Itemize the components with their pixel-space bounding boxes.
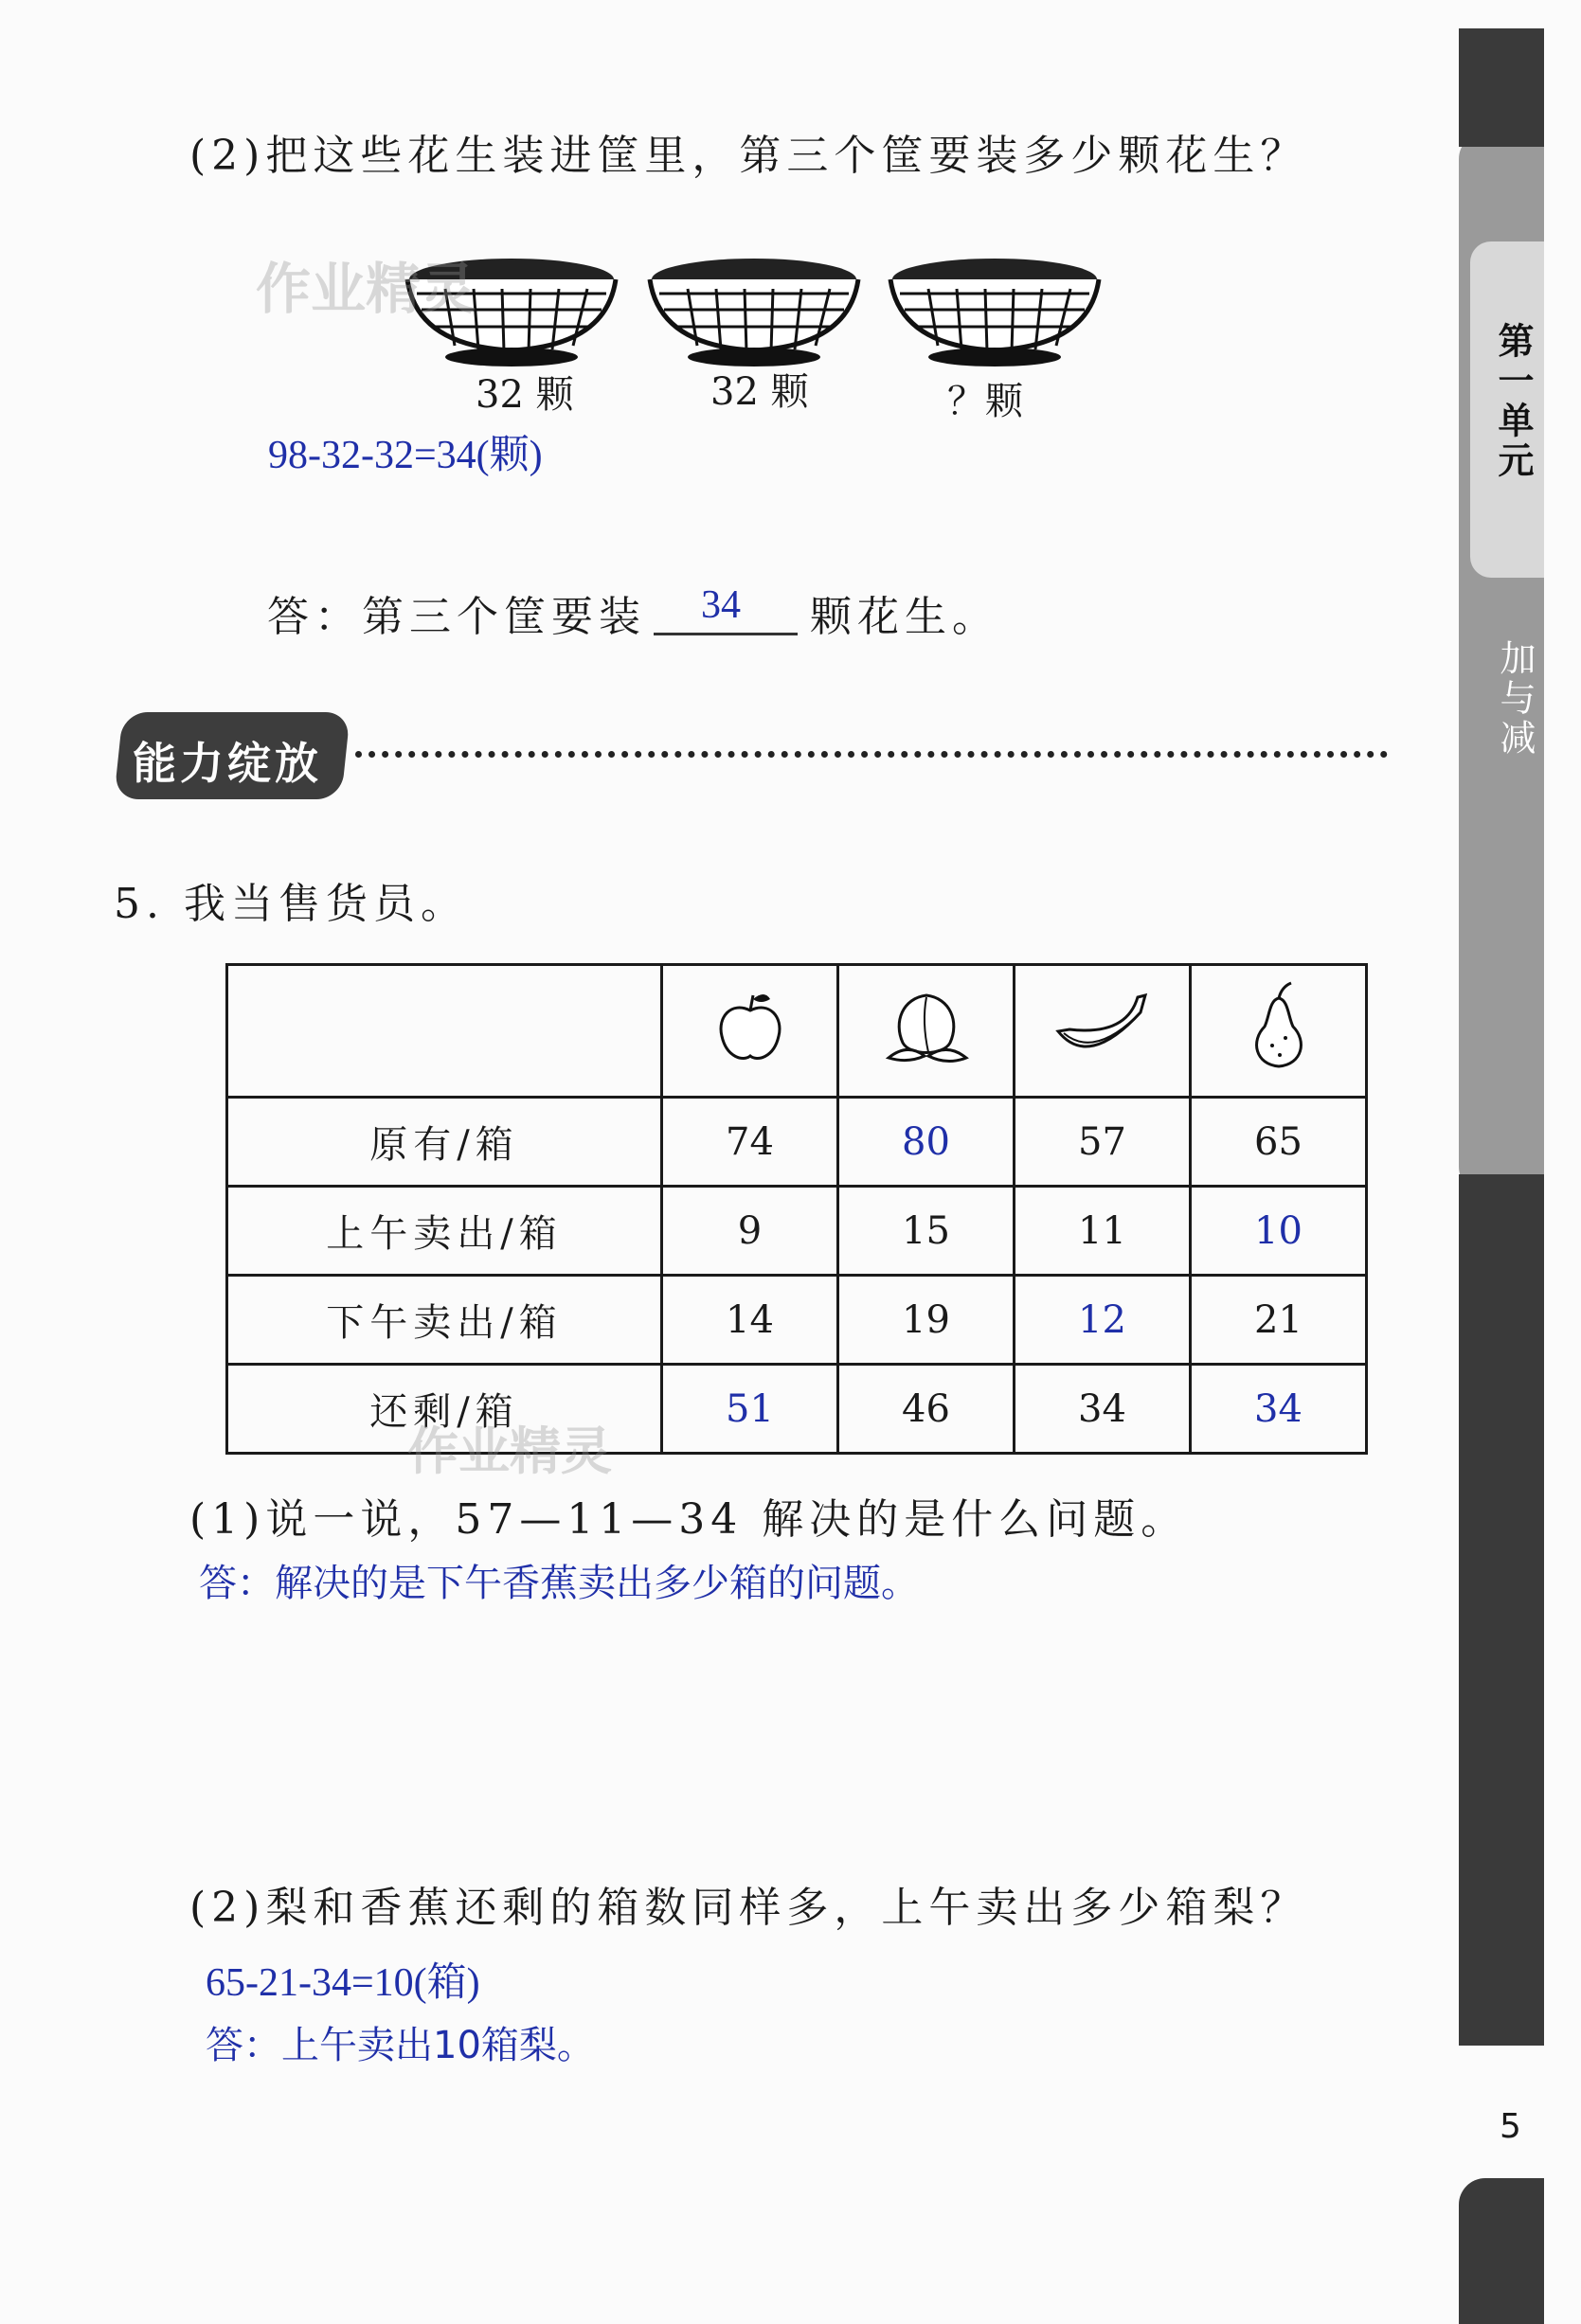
table-cell-filled: 12 bbox=[1015, 1276, 1191, 1365]
q2-answer-value: 34 bbox=[701, 583, 741, 627]
side-tab-unit: 第一单元 bbox=[1492, 322, 1534, 481]
q5-2-work: 65-21-34=10(箱) bbox=[206, 1961, 480, 2005]
dotted-divider bbox=[355, 751, 1388, 758]
table-cell: 19 bbox=[838, 1276, 1015, 1365]
basket-3-icon bbox=[881, 251, 1108, 374]
table-cell-filled: 34 bbox=[1191, 1365, 1367, 1454]
row-label: 原有/箱 bbox=[227, 1098, 662, 1187]
table-cell: 15 bbox=[838, 1187, 1015, 1276]
table-cell: 65 bbox=[1191, 1098, 1367, 1187]
row-label: 还剩/箱 bbox=[227, 1365, 662, 1454]
side-tab-top bbox=[1459, 28, 1544, 147]
table-cell: 21 bbox=[1191, 1276, 1367, 1365]
row-label: 上午卖出/箱 bbox=[227, 1187, 662, 1276]
page-number: 5 bbox=[1500, 2107, 1521, 2146]
q2-work: 98-32-32=34(颗) bbox=[268, 434, 543, 477]
table-cell: 57 bbox=[1015, 1098, 1191, 1187]
watermark-table: 作业精灵 bbox=[407, 1421, 612, 1481]
pear-icon bbox=[1191, 965, 1367, 1098]
q2-prompt: (2)把这些花生装进筐里，第三个筐要装多少颗花生？ bbox=[189, 132, 1308, 180]
q5-1-prompt: (1)说一说，57—11—34 解决的是什么问题。 bbox=[189, 1495, 1189, 1544]
row-label: 下午卖出/箱 bbox=[227, 1276, 662, 1365]
table-cell: 74 bbox=[662, 1098, 838, 1187]
table-header-row bbox=[227, 965, 1367, 1098]
table-cell: 11 bbox=[1015, 1187, 1191, 1276]
side-tab-topic: 加与减 bbox=[1494, 639, 1536, 759]
table-row bbox=[227, 1098, 1367, 1187]
watermark-top: 作业精灵 bbox=[256, 257, 476, 321]
basket-1-label: 32 颗 bbox=[476, 373, 574, 417]
answer-blank bbox=[654, 633, 798, 635]
table-cell: 34 bbox=[1015, 1365, 1191, 1454]
table-row bbox=[227, 1365, 1367, 1454]
basket-2-icon bbox=[640, 251, 868, 374]
side-tab-bottom bbox=[1459, 1174, 1544, 2046]
table-cell: 9 bbox=[662, 1187, 838, 1276]
peach-icon bbox=[838, 965, 1015, 1098]
basket-2-label: 32 颗 bbox=[710, 370, 809, 414]
q2-answer-prefix: 答：第三个筐要装 bbox=[267, 593, 646, 641]
section-banner-label: 能力绽放 bbox=[133, 738, 322, 789]
table-row bbox=[227, 1276, 1367, 1365]
side-tab-foot bbox=[1459, 2178, 1544, 2324]
table-cell-filled: 80 bbox=[838, 1098, 1015, 1187]
table-cell: 46 bbox=[838, 1365, 1015, 1454]
q2-answer-suffix: 颗花生。 bbox=[810, 593, 999, 641]
fruit-table bbox=[225, 963, 1368, 1455]
basket-3-label: ？颗 bbox=[947, 380, 1023, 423]
table-cell: 14 bbox=[662, 1276, 838, 1365]
q5-2-answer: 答：上午卖出10箱梨。 bbox=[206, 2024, 595, 2067]
q5-2-prompt: (2)梨和香蕉还剩的箱数同样多，上午卖出多少箱梨？ bbox=[189, 1884, 1308, 1932]
banana-icon bbox=[1015, 965, 1191, 1098]
table-row bbox=[227, 1187, 1367, 1276]
apple-icon bbox=[662, 965, 838, 1098]
table-cell-filled: 51 bbox=[662, 1365, 838, 1454]
q5-1-answer: 答：解决的是下午香蕉卖出多少箱的问题。 bbox=[199, 1562, 919, 1605]
q5-title: 5. 我当售货员。 bbox=[114, 880, 468, 928]
table-cell-filled: 10 bbox=[1191, 1187, 1367, 1276]
table-corner-cell bbox=[227, 965, 662, 1098]
